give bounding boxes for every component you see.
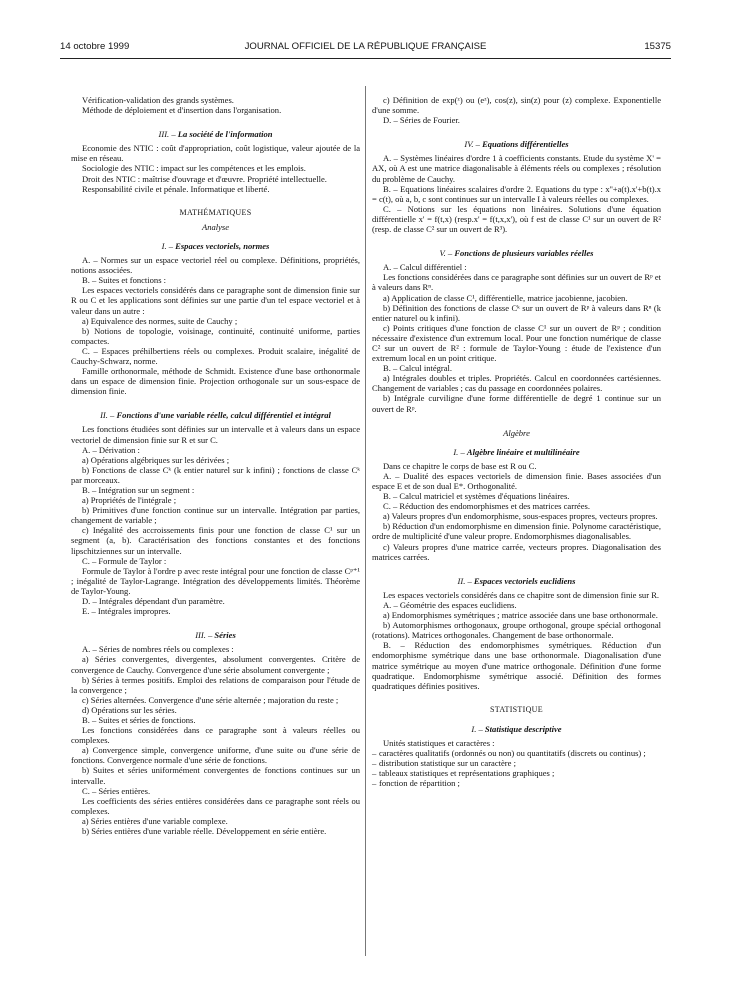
paragraph: B. – Intégration sur un segment : bbox=[82, 485, 195, 495]
section-heading: II. – Espaces vectoriels euclidiens bbox=[457, 575, 576, 586]
paragraph: Economie des NTIC : coût d'appropriation, coût logistique, valeur ajoutée de la mise en réseau. bbox=[71, 143, 360, 164]
paragraph: b) Intégrale curviligne d'une forme différentielle de degré 1 continue sur un ouvert de Rᵖ. bbox=[372, 393, 661, 414]
paragraph: Les coefficients des séries entières considérées dans ce paragraphe sont réels ou complexes. bbox=[71, 795, 360, 816]
section-heading: III. – Séries bbox=[195, 630, 236, 641]
section-heading: IV. – Equations différentielles bbox=[464, 139, 569, 150]
paragraph: Famille orthonormale, méthode de Schmidt. Existence d'une base orthonormale dans un espace de dimension finie. Projection orthogonale sur un sous-espace de dimension finie. bbox=[71, 366, 360, 397]
paragraph: c) Points critiques d'une fonction de classe C¹ sur un ouvert de Rᵖ ; condition nécessaire d'existence d'un extremum local. Pour une fonction numérique de classe C² sur un ouvert de R² : formule de Taylor-Young : étude de l'existence d'un extremum local en un point critique. bbox=[372, 322, 661, 364]
paragraph: Méthode de déploiement et d'insertion dans l'organisation. bbox=[82, 105, 282, 116]
paragraph: a) Equivalence des normes, suite de Cauchy ; bbox=[82, 315, 238, 326]
paragraph: b) Suites et séries uniformément convergentes de fonctions continues sur un intervalle. bbox=[71, 765, 360, 786]
paragraph: C. – Espaces préhilbertiens réels ou complexes. Produit scalaire, inégalité de Cauchy-Schwarz, norme. bbox=[71, 345, 360, 366]
list-item: – fonction de répartition ; bbox=[372, 778, 460, 789]
section-heading: V. – Fonctions de plusieurs variables réelles bbox=[439, 248, 594, 259]
list-item: – caractères qualitatifs (ordonnés ou non) ou quantitatifs (discrets ou continus) ; bbox=[372, 748, 646, 759]
paragraph: B. – Suites et séries de fonctions. bbox=[82, 714, 196, 725]
paragraph: B. – Calcul intégral. bbox=[383, 363, 453, 374]
paragraph: Unités statistiques et caractères : bbox=[383, 737, 495, 748]
category-heading: MATHÉMATIQUES bbox=[179, 207, 252, 217]
paragraph: C. – Notions sur les équations non linéaires. Solutions d'une équation différentielle x' = f(t,x) (resp.x' = f(t,x,x'), où f est de classe C¹ sur un ouvert de R² (resp. de classe C² sur un ouvert de R³). bbox=[372, 203, 661, 235]
subject-heading: Algèbre bbox=[503, 427, 530, 438]
category-heading: STATISTIQUE bbox=[490, 704, 543, 714]
subject-heading: Analyse bbox=[201, 221, 230, 232]
paragraph: a) Séries entières d'une variable complexe. bbox=[82, 815, 228, 826]
column-divider bbox=[365, 86, 366, 956]
paragraph: b) Automorphismes orthogonaux, groupe orthogonal, groupe spécial orthogonal (rotations). Matrices orthogonales. Changement de base orthonormale. bbox=[372, 620, 661, 641]
paragraph: a) Application de classe C¹, différentielle, matrice jacobienne, jacobien. bbox=[383, 292, 628, 303]
paragraph: D. – Intégrales dépendant d'un paramètre. bbox=[82, 596, 225, 607]
section-heading: II. – Fonctions d'une variable réelle, calcul différentiel et intégral bbox=[100, 410, 331, 421]
paragraph: A. – Calcul différentiel : bbox=[383, 262, 467, 273]
paragraph: B. – Calcul matriciel et systèmes d'équations linéaires. bbox=[383, 491, 570, 502]
paragraph: Dans ce chapitre le corps de base est R ou C. bbox=[383, 460, 537, 471]
paragraph: c) Définition de exp(ᶻ) ou (eᶻ), cos(z), sin(z) pour (z) complexe. Exponentielle d'une somme. bbox=[372, 95, 661, 116]
paragraph: Les fonctions considérées dans ce paragraphe sont définies sur un ouvert de Rᵖ et à valeurs dans Rⁿ. bbox=[372, 272, 661, 293]
paragraph: C. – Réduction des endomorphismes et des matrices carrées. bbox=[383, 501, 590, 512]
paragraph: Les espaces vectoriels considérés dans ce paragraphe sont de dimension finie sur R ou C et les applications sont définies sur une partie d'un tel espace vectoriel et à valeur dans un autre : bbox=[71, 285, 360, 316]
page-header bbox=[60, 41, 671, 55]
paragraph: E. – Intégrales impropres. bbox=[82, 606, 171, 617]
paragraph: a) Valeurs propres d'un endomorphisme, sous-espaces propres, vecteurs propres. bbox=[383, 511, 658, 522]
paragraph: Les fonctions étudiées sont définies sur un intervalle et à valeurs dans un espace vectoriel de dimension finie sur R et sur C. bbox=[71, 424, 360, 445]
paragraph: a) Convergence simple, convergence uniforme, d'une suite ou d'une série de fonctions. Convergence normale d'une série de fonctions. bbox=[71, 745, 360, 766]
list-item: – tableaux statistiques et représentations graphiques ; bbox=[372, 768, 555, 779]
paragraph: Les espaces vectoriels considérés dans ce chapitre sont de dimension finie sur R. bbox=[383, 589, 660, 600]
paragraph: C. – Formule de Taylor : bbox=[82, 555, 167, 566]
section-heading: I. – Algèbre linéaire et multilinéaire bbox=[453, 446, 580, 457]
paragraph: Responsabilité civile et pénale. Informatique et liberté. bbox=[82, 183, 270, 194]
paragraph: Les fonctions considérées dans ce paragraphe sont à valeurs réelles ou complexes. bbox=[71, 725, 360, 746]
header-rule bbox=[60, 58, 671, 59]
paragraph: A. – Dualité des espaces vectoriels de dimension finie. Bases associées d'un espace E et de son dual E*. Orthogonalité. bbox=[372, 470, 661, 491]
paragraph: B. – Equations linéaires scalaires d'ordre 2. Equations du type : x''+a(t).x'+b(t).x = c(t), où a, b, c sont continues sur un intervalle I à valeurs réelles ou complexes. bbox=[372, 183, 661, 204]
paragraph: d) Opérations sur les séries. bbox=[82, 704, 177, 715]
paragraph: a) Opérations algébriques sur les dérivées ; bbox=[82, 454, 230, 465]
paragraph: a) Endomorphismes symétriques ; matrice associée dans une base orthonormale. bbox=[383, 610, 658, 621]
paragraph: b) Séries à termes positifs. Emploi des relations de comparaison pour l'étude de la convergence ; bbox=[71, 674, 360, 695]
left-column bbox=[71, 95, 360, 836]
paragraph: C. – Séries entières. bbox=[82, 785, 151, 796]
paragraph: a) Propriétés de l'intégrale ; bbox=[82, 495, 177, 506]
right-column bbox=[372, 95, 661, 788]
paragraph: Formule de Taylor à l'ordre p avec reste intégral pour une fonction de classe Cᵖ⁺¹ ; inégalité de Taylor-Lagrange. Intégration des développements limités. Théorème de Taylor-Young. bbox=[71, 565, 360, 596]
paragraph: c) Inégalité des accroissements finis pour une fonction de classe C¹ sur un segment (a, b). Caractérisation des fonctions constantes et des fonctions lipschitziennes sur un intervalle. bbox=[71, 525, 360, 556]
paragraph: b) Fonctions de classe Cᵏ (k entier naturel sur k infini) ; fonctions de classe Cᵏ par morceaux. bbox=[71, 464, 360, 485]
header-date: 14 octobre 1999 bbox=[60, 41, 130, 52]
header-journal-title: JOURNAL OFFICIEL DE LA RÉPUBLIQUE FRANÇAISE bbox=[244, 41, 487, 52]
paragraph: A. – Séries de nombres réels ou complexes : bbox=[82, 644, 234, 655]
paragraph: a) Séries convergentes, divergentes, absolument convergentes. Critère de convergence de Cauchy. Convergence d'une série absolument convergente ; bbox=[71, 654, 360, 675]
paragraph: a) Intégrales doubles et triples. Propriétés. Calcul en coordonnées cartésiennes. Changement de variables ; cas du passage en coordonnées polaires. bbox=[372, 373, 661, 394]
section-heading: III. – La société de l'information bbox=[158, 129, 273, 140]
paragraph: c) Séries alternées. Convergence d'une série alternée ; majoration du reste ; bbox=[82, 694, 339, 705]
list-item: – distribution statistique sur un caractère ; bbox=[372, 758, 516, 769]
header-page-number: 15375 bbox=[644, 41, 671, 52]
paragraph: b) Définition des fonctions de classe Cᵏ sur un ouvert de Rᵖ à valeurs dans Rⁿ (k entier naturel ou k infini). bbox=[372, 302, 661, 323]
paragraph: Droit des NTIC : maîtrise d'ouvrage et d'œuvre. Propriété intellectuelle. bbox=[82, 173, 327, 184]
paragraph: b) Primitives d'une fonction continue sur un intervalle. Intégration par parties, changement de variable ; bbox=[71, 505, 360, 526]
paragraph: c) Valeurs propres d'une matrice carrée, vecteurs propres. Diagonalisation des matrices carrées. bbox=[372, 541, 661, 562]
paragraph: Vérification-validation des grands systèmes. bbox=[82, 95, 234, 105]
paragraph: A. – Géométrie des espaces euclidiens. bbox=[383, 599, 517, 610]
section-heading: I. – Statistique descriptive bbox=[471, 723, 562, 734]
paragraph: A. – Normes sur un espace vectoriel réel ou complexe. Définitions, propriétés, notions associées. bbox=[71, 255, 360, 276]
paragraph: B. – Réduction des endomorphismes symétriques. Réduction d'un endomorphisme symétrique dans une base orthonormale. Diagonalisation d'une matrice symétrique au moyen d'une matrice orthogonale. Définition d'une forme quadratique. Endomorphisme symétrique associé. Définition des formes quadratiques définies positives. bbox=[372, 640, 661, 691]
paragraph: b) Notions de topologie, voisinage, continuité, continuité uniforme, parties compactes. bbox=[71, 325, 360, 346]
section-heading: I. – Espaces vectoriels, normes bbox=[161, 240, 270, 251]
paragraph: b) Séries entières d'une variable réelle. Développement en série entière. bbox=[82, 826, 327, 836]
paragraph: b) Réduction d'un endomorphisme en dimension finie. Polynome caractéristique, ordre de multiplicité d'une valeur propre. Endomorphismes diagonalisables. bbox=[372, 521, 661, 542]
paragraph: A. – Dérivation : bbox=[82, 444, 140, 455]
paragraph: Sociologie des NTIC : impact sur les compétences et les emplois. bbox=[82, 163, 306, 174]
paragraph: B. – Suites et fonctions : bbox=[82, 275, 167, 286]
paragraph: D. – Séries de Fourier. bbox=[383, 115, 460, 126]
paragraph: A. – Systèmes linéaires d'ordre 1 à coefficients constants. Etude du système X' = AX, où A est une matrice diagonalisable à éléments réels ou complexes ; résolution du problème de Cauchy. bbox=[372, 153, 661, 184]
